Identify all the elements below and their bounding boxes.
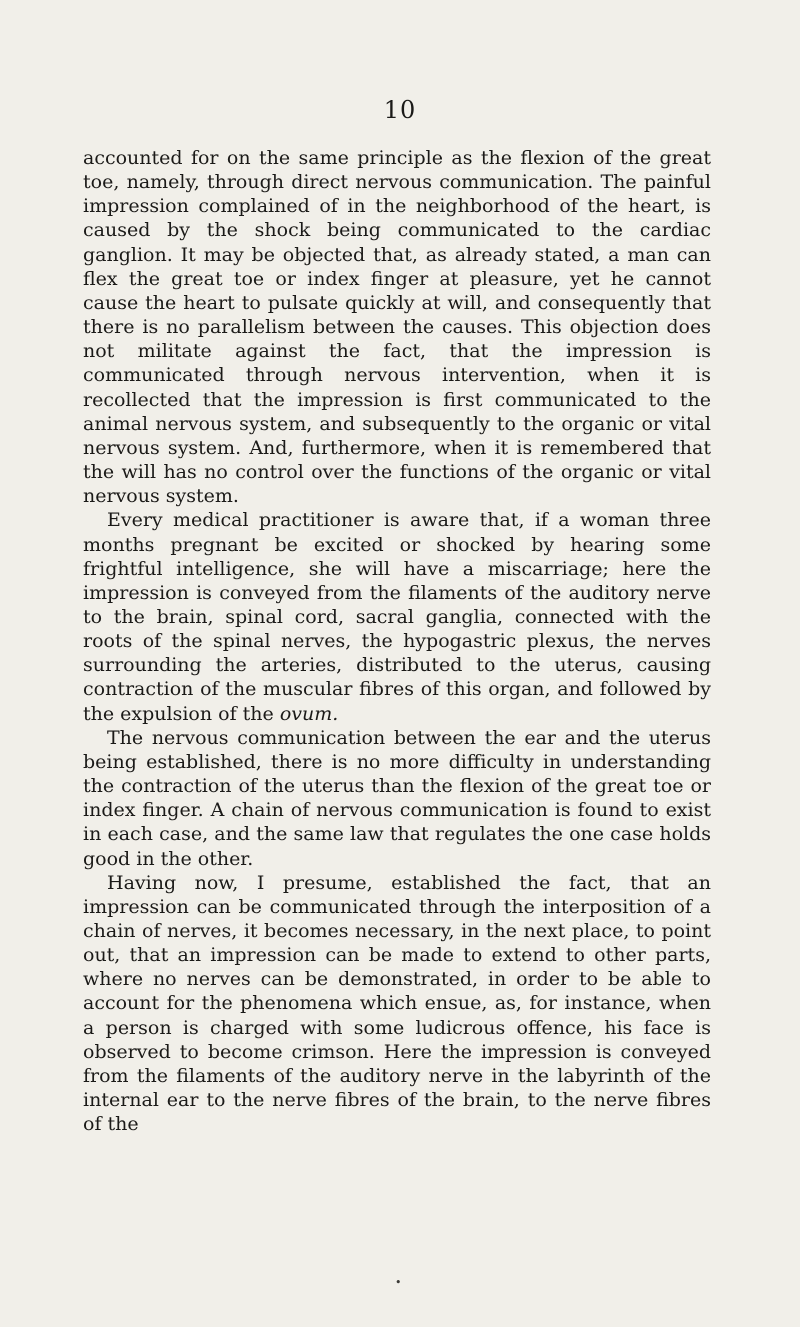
page-number: 10: [383, 96, 417, 124]
paragraph-3: The nervous communication between the ear and the uterus being established, there is no more difficulty in understanding the contraction of the uterus than the flexion of the great toe or index finger. A chain of nervous communication is found to exist in each case, and the same law that regulates the one case holds good in the other.: [83, 726, 711, 870]
paragraph-2: [83, 508, 711, 725]
paragraph-2-text: Every medical practitioner is aware that, if a woman three months pregnant be excited or shocked by hearing some frightful intelligence, she will have a miscarriage; here the impression is conveyed from the filaments of the auditory nerve to the brain, spinal cord, sacral ganglia, connected with the roots of the spinal nerves, the hypogastric plexus, the nerves surrounding the arteries, distributed to the uterus, causing contraction of the muscular fibres of this organ, and followed by the expulsion of the: [83, 509, 711, 725]
paragraph-4: Having now, I presume, established the fact, that an impression can be communicated through the interposition of a chain of nerves, it becomes necessary, in the next place, to point out, that an impression can be made to extend to other parts, where no nerves can be demonstrated, in order to be able to account for the phenomena which ensue, as, for instance, when a person is charged with some ludicrous offence, his face is observed to become crimson. Here the impression is conveyed from the filaments of the auditory nerve in the labyrinth of the internal ear to the nerve fibres of the brain, to the nerve fibres of the: [83, 871, 711, 1136]
paragraph-1: accounted for on the same principle as the flexion of the great toe, namely, through direct nervous communication. The painful impression complained of in the neighborhood of the heart, is caused by the shock being communicated to the cardiac ganglion. It may be objected that, as already stated, a man can flex the great toe or index finger at pleasure, yet he cannot cause the heart to pulsate quickly at will, and consequently that there is no parallelism between the causes. This objection does not militate against the fact, that the impression is communicated through nervous intervention, when it is recollected that the impression is first communicated to the animal nervous system, and subsequently to the organic or vital nervous system. And, furthermore, when it is remembered that the will has no control over the functions of the organic or vital nervous system.: [83, 147, 711, 508]
stray-mark: •: [395, 1276, 402, 1289]
ovum-italic: ovum.: [279, 702, 339, 725]
body-text: [83, 146, 711, 1136]
